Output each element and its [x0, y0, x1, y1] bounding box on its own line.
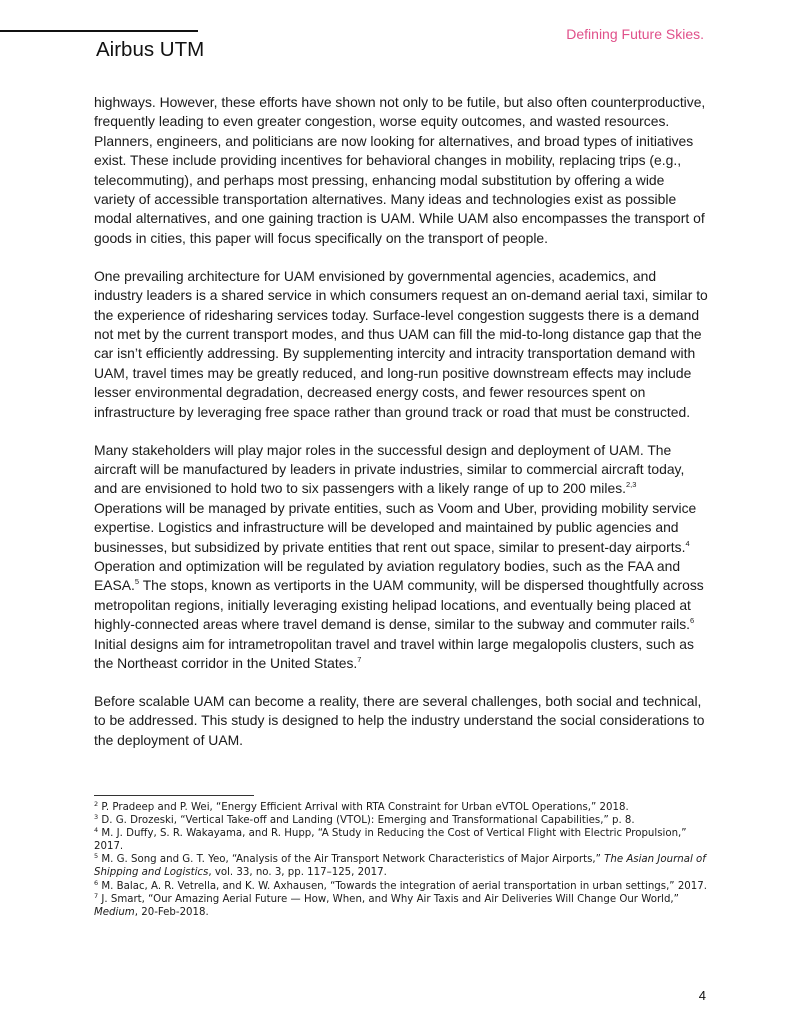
paragraph-text: One prevailing architecture for UAM envisioned by governmental agencies, academics, and industry leaders is a shared service in which consumers request an on-demand aerial taxi, similar to the experience of ridesharing services today. Surface-level congestion suggests there is a demand not met by the current transport modes, and thus UAM can fill the mid-to-long distance gap that the car isn’t efficiently addressing. By supplementing intercity and intracity transportation demand with UAM, travel times may be greatly reduced, and long-run positive downstream effects may include lesser environmental degradation, decreased energy costs, and fewer resources spent on infrastructure by leveraging free space rather than ground track or road that must be constructed. [94, 267, 708, 420]
footnote-number: 3 [94, 813, 99, 822]
footnote-text: D. G. Drozeski, “Vertical Take-off and Landing (VTOL): Emerging and Transformational Capabilities,” p. 8. [98, 815, 635, 827]
footnote-text: M. G. Song and G. T. Yeo, “Analysis of the Air Transport Network Characteristics of Major Airports,” [98, 854, 605, 866]
footnote-text: M. Balac, A. R. Vetrella, and K. W. Axhausen, “Towards the integration of aerial transportation in urban settings,” 2017. [98, 880, 707, 892]
footnote-number: 5 [94, 852, 99, 861]
paragraph-text: highways. However, these efforts have shown not only to be futile, but also often counterproductive, frequently leading to even greater congestion, worse equity outcomes, and wasted resources. Planners, engineers, and politicians are now looking for alternatives, and broad types of initiatives exist. These include providing incentives for behavioral changes in mobility, replacing trips (e.g., telecommuting), and perhaps most pressing, enhancing modal substitution by offering a wide variety of accessible transportation alternatives. Many ideas and technologies exist as possible modal alternatives, and one gaining traction is UAM. While UAM also encompasses the transport of goods in cities, this paper will focus specifically on the transport of people. [94, 94, 706, 246]
footnote-text: P. Pradeep and P. Wei, “Energy Efficient Arrival with RTA Constraint for Urban eVTOL Operations,” 2018. [98, 802, 629, 813]
footnote-text: M. J. Duffy, S. R. Wakayama, and R. Hupp, “A Study in Reducing the Cost of Vertical Flight with Electric Propulsion,” 2017. [94, 828, 687, 853]
footnote [94, 827, 708, 853]
footnote-ref[interactable]: 7 [357, 654, 362, 664]
footnote-number: 6 [94, 878, 99, 887]
footnote [94, 801, 708, 814]
paragraph [94, 441, 708, 674]
footnote-ref[interactable]: 4 [685, 538, 690, 548]
paragraph [94, 692, 708, 750]
paragraph-text: Many stakeholders will play major roles in the successful design and deployment of UAM. The aircraft will be manufactured by leaders in private industries, similar to commercial aircraft today, and are envisioned to hold two to six passengers with a likely range of up to 200 miles. [94, 441, 685, 497]
footnote-ref[interactable]: 6 [690, 616, 695, 626]
body-text [94, 93, 708, 769]
footnote [94, 880, 708, 893]
paragraph-text: The stops, known as vertiports in the UAM community, will be dispersed thoughtfully across metropolitan regions, initially leveraging existing helipad locations, and eventually being placed at highly-connected areas where travel demand is dense, similar to the subway and commuter rails. [94, 577, 704, 633]
paragraph-text: Operations will be managed by private entities, such as Voom and Uber, providing mobility service expertise. Logistics and infrastructure will be developed and maintained by public agencies and businesses, but subsidized by private entities that rent out space, similar to present-day airports. [94, 499, 697, 555]
paragraph [94, 267, 708, 422]
footnote-text: , 20-Feb-2018. [134, 906, 209, 918]
paragraph-text: Before scalable UAM can become a reality, there are several challenges, both social and technical, to be addressed. This study is designed to help the industry understand the social considerations to the deployment of UAM. [94, 692, 705, 748]
footnote-separator [94, 795, 254, 796]
footnote [94, 853, 708, 879]
footnote [94, 893, 708, 919]
footnote-text: , vol. 33, no. 3, pp. 117–125, 2017. [208, 867, 387, 879]
page-number: 4 [698, 988, 706, 1003]
footnotes [94, 801, 708, 919]
footnote-text: J. Smart, “Our Amazing Aerial Future — How, When, and Why Air Taxis and Air Deliveries Will Change Our World,” [98, 893, 679, 905]
paragraph [94, 93, 708, 248]
footnote-number: 4 [94, 826, 99, 835]
paragraph-text: Operation and optimization will be regulated by aviation regulatory bodies, such as the FAA and EASA. [94, 557, 681, 594]
header-rule [0, 30, 198, 32]
brand-title: Airbus UTM [96, 38, 205, 61]
footnote [94, 814, 708, 827]
footnote-number: 2 [94, 800, 99, 808]
header-tagline: Defining Future Skies. [566, 26, 704, 42]
footnote-italic: The Asian Journal of Shipping and Logistics [94, 854, 706, 879]
footnote-ref[interactable]: 5 [134, 577, 140, 587]
paragraph-text: Initial designs aim for intrametropolitan travel and travel within large megalopolis clusters, such as the Northeast corridor in the United States. [94, 635, 694, 671]
footnote-number: 7 [94, 891, 99, 900]
footnote-italic: Medium [94, 906, 135, 918]
footnote-ref[interactable]: 2,3 [626, 480, 637, 490]
